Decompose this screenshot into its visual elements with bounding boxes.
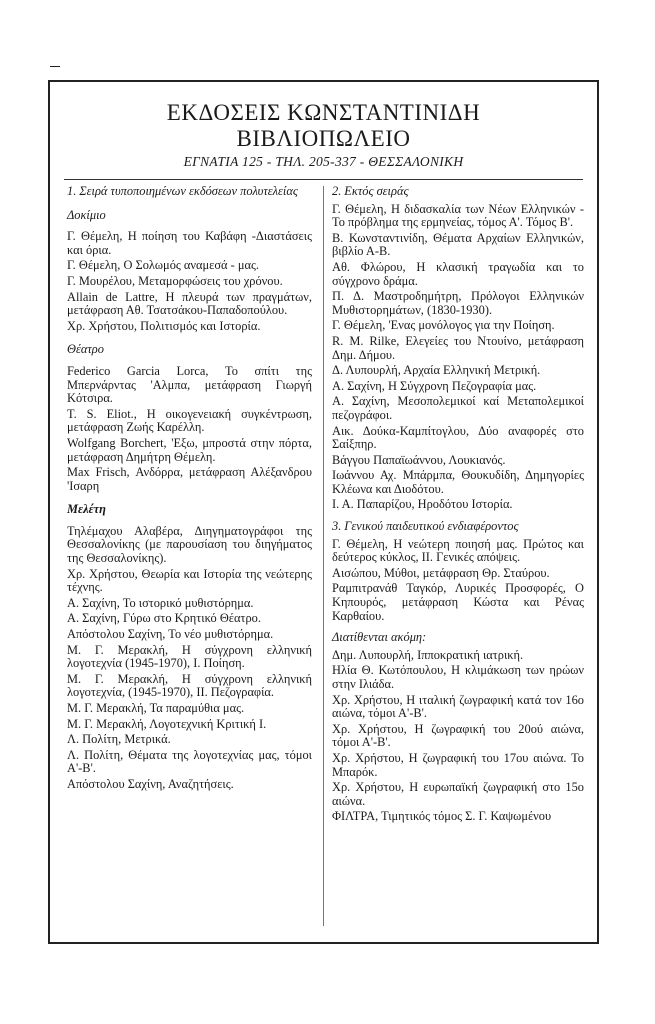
book-entry: Βάγγου Παπαϊωάννου, Λουκιανός. — [332, 452, 506, 467]
book-entry: Απόστολου Σαχίνη, Αναζητήσεις. — [67, 776, 234, 791]
category-label-theatre: Θέατρο — [67, 342, 104, 357]
section-title: Εκτός σειράς — [344, 184, 409, 198]
publisher-address: ΕΓΝΑΤΙΑ 125 - ΤΗΛ. 205-337 - ΘΕΣΣΑΛΟΝΙΚΗ — [183, 154, 464, 169]
section2-list — [332, 203, 584, 512]
theatre-list — [67, 365, 312, 493]
book-entry: Α. Σαχίνη, Το ιστορικό μυθιστόρημα. — [67, 595, 254, 610]
available-heading: Διατίθενται ακόμη: — [332, 630, 427, 645]
book-entry: R. M. Rilke, Ελεγείες του Ντουίνο, μετάφραση Δημ. Δήμου. — [332, 333, 584, 362]
section-heading — [332, 520, 584, 534]
book-entry: Χρ. Χρήστου, Η ζωγραφική του 20ού αιώνα, τόμοι Α'-Β'. — [332, 721, 584, 750]
category-label-study: Μελέτη — [67, 502, 106, 517]
book-entry: T. S. Eliot., Η οικογενειακή συγκέντρωση, μετάφραση Ζωής Καρέλλη. — [67, 406, 312, 435]
section-number: 1. — [67, 184, 77, 198]
book-entry: Λ. Πολίτη, Μετρικά. — [67, 732, 171, 747]
section-number: 3. — [332, 519, 342, 534]
book-entry: Γ. Μουρέλου, Μεταμορφώσεις του χρόνου. — [67, 273, 283, 288]
publisher-name: ΕΚΔΟΣΕΙΣ ΚΩΝΣΤΑΝΤΙΝΙΔΗ — [166, 100, 481, 125]
book-entry: Μ. Γ. Μερακλή, Τα παραμύθια μας. — [67, 701, 245, 715]
book-entry: Μ. Γ. Μερακλή, Η σύγχρονη ελληνική λογοτεχνία, (1945-1970), ΙΙ. Πεζογραφία. — [67, 671, 312, 700]
catalogue-frame — [48, 80, 599, 944]
book-entry: Χρ. Χρήστου, Η ζωγραφική του 17ου αιώνα. Το Μπαρόκ. — [332, 750, 584, 779]
left-column — [67, 185, 312, 794]
section-title: Σειρά τυποποιημένων εκδόσεων πολυτελείας — [79, 184, 298, 198]
column-divider — [323, 186, 324, 926]
book-entry: Χρ. Χρήστου, Πολιτισμός και Ιστορία. — [67, 318, 261, 333]
book-entry: Χρ. Χρήστου, Θεωρία και Ιστορία της νεώτερης τέχνης. — [67, 566, 312, 595]
book-entry: Δ. Λυπουρλή, Αρχαία Ελληνική Μετρική. — [332, 363, 541, 378]
section3-list — [332, 538, 584, 624]
study-list — [67, 525, 312, 792]
book-entry: Γ. Θέμελη, Ο Σολωμός αναμεσά - μας. — [67, 258, 259, 273]
book-entry: Χρ. Χρήστου, Η ιταλική ζωγραφική κατά τον 16ο αιώνα, τόμοι Α'-Β'. — [332, 692, 584, 721]
book-entry: Απόστολου Σαχίνη, Το νέο μυθιστόρημα. — [67, 627, 274, 642]
book-entry: Γ. Θέμελη, Η ποίηση του Καβάφη -Διαστάσεις και όρια. — [67, 229, 312, 257]
section-title: Γενικού παιδευτικού ενδιαφέροντος — [344, 519, 519, 534]
section-heading — [67, 185, 312, 199]
page-mark — [50, 66, 60, 67]
book-entry: Τηλέμαχου Αλαβέρα, Διηγηματογράφοι της Θεσσαλονίκης (με παρουσίαση του διηγήματος της Θεσσαλονίκης). — [67, 523, 312, 566]
header-rule — [64, 179, 583, 180]
book-entry: Allain de Lattre, Η πλευρά των πραγμάτων, μετάφραση Αθ. Τσατσάκου-Παπαδοπούλου. — [67, 289, 312, 318]
category-label-essay: Δοκίμιο — [67, 207, 106, 222]
book-entry: Ηλία Θ. Κωτόπουλου, Η κλιμάκωση των ηρώων στην Ιλιάδα. — [332, 663, 584, 691]
book-entry: Α. Σαχίνη, Μεσοπολεμικοί καί Μεταπολεμικοί πεζογράφοι. — [332, 394, 584, 422]
section-number: 2. — [332, 184, 342, 198]
book-entry: Α. Σαχίνη, Η Σύγχρονη Πεζογραφία μας. — [332, 378, 537, 393]
book-entry: ΦΙΛΤΡΑ, Τιμητικός τόμος Σ. Γ. Καψωμένου — [332, 809, 552, 824]
book-entry: Αικ. Δούκα-Καμπίτογλου, Δύο αναφορές στο Σαίξπηρ. — [332, 423, 584, 452]
book-entry: Αισώπου, Μύθοι, μετάφραση Θρ. Σταύρου. — [332, 565, 550, 580]
book-entry: Μ. Γ. Μερακλή, Η σύγχρονη ελληνική λογοτεχνία (1945-1970), Ι. Ποίηση. — [67, 642, 312, 671]
book-entry: Α. Σαχίνη, Γύρω στο Κρητικό Θέατρο. — [67, 611, 261, 626]
book-entry: Wolfgang Borchert, 'Εξω, μπροστά στην πόρτα, μετάφραση Δημήτρη Θέμελη. — [67, 435, 312, 464]
right-column — [332, 185, 584, 826]
bookshop-label: ΒΙΒΛΙΟΠΩΛΕΙΟ — [236, 126, 411, 151]
available-list — [332, 649, 584, 824]
essay-list — [67, 230, 312, 333]
book-entry: Federico Garcia Lorca, Το σπίτι της Μπερνάρντας 'Αλμπα, μετάφραση Γιωργή Κότσιρα. — [67, 363, 312, 406]
book-entry: Π. Δ. Μαστροδημήτρη, Πρόλογοι Ελληνικών Μυθιστορημάτων, (1830-1930). — [332, 289, 584, 317]
book-entry: Γ. Θέμελη, Η διδασκαλία των Νέων Ελληνικών - Το πρόβλημα της ερμηνείας, τόμος Α'. Τόμος Β'. — [332, 201, 584, 230]
book-entry: Δημ. Λυπουρλή, Ιπποκρατική ιατρική. — [332, 647, 524, 662]
book-entry: Γ. Θέμελη, Η νεώτερη ποιησή μας. Πρώτος και δεύτερος κύκλος, ΙΙ. Γενικές απόψεις. — [332, 536, 584, 565]
book-entry: Ιωάννου Αχ. Μπάρμπα, Θουκυδίδη, Δημηγορίες Κλέωνα και Διοδότου. — [332, 468, 584, 496]
book-entry: Ι. Α. Παπαρίζου, Ηροδότου Ιστορία. — [332, 497, 513, 512]
book-entry: Β. Κωνσταντινίδη, Θέματα Αρχαίων Ελληνικών, βιβλίο Α-Β. — [332, 230, 584, 259]
book-entry: Max Frisch, Ανδόρρα, μετάφραση Αλέξανδρου 'Ισαρη — [67, 465, 312, 493]
book-entry: Γ. Θέμελη, 'Ενας μονόλογος για την Ποίηση. — [332, 318, 555, 333]
book-entry: Ραμπιτρανάθ Ταγκόρ, Λυρικές Προσφορές, Ο Κηπουρός, μετάφραση Κώστα και Ρένας Καρθαίου. — [332, 581, 584, 623]
book-entry: Αθ. Φλώρου, Η κλασική τραγωδία και το σύγχρονο δράμα. — [332, 259, 584, 288]
book-entry: Χρ. Χρήστου, Η ευρωπαϊκή ζωγραφική στο 15ο αιώνα. — [332, 780, 584, 808]
book-entry: Λ. Πολίτη, Θέματα της λογοτεχνίας μας, τόμοι Α'-Β'. — [67, 747, 312, 776]
publisher-header — [50, 100, 597, 170]
section-heading — [332, 185, 584, 199]
book-entry: Μ. Γ. Μερακλή, Λογοτεχνική Κριτική Ι. — [67, 716, 267, 731]
